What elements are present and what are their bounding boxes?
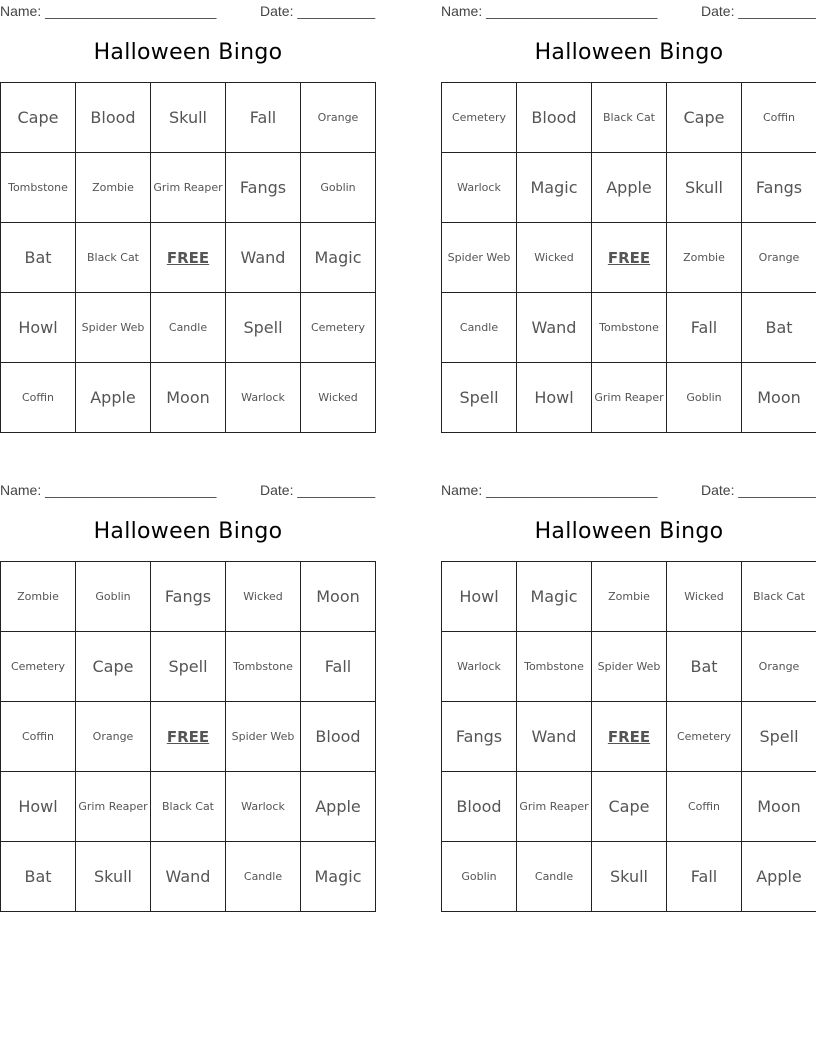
bingo-cell: Zombie — [1, 562, 76, 632]
bingo-row — [442, 223, 816, 293]
bingo-cell: Howl — [442, 562, 517, 632]
bingo-cell: Magic — [517, 562, 592, 632]
card-title: Halloween Bingo — [93, 40, 283, 65]
bingo-cell: Spider Web — [76, 293, 151, 363]
name-line: Name: ______________________ — [441, 3, 658, 19]
bingo-cell: Cape — [1, 83, 76, 153]
bingo-cell: Tombstone — [517, 632, 592, 702]
bingo-cell: Goblin — [442, 842, 517, 912]
bingo-cell: Grim Reaper — [517, 772, 592, 842]
bingo-cell: Wand — [517, 293, 592, 363]
name-line: Name: ______________________ — [0, 3, 217, 19]
bingo-cell: Orange — [742, 223, 816, 293]
bingo-cell: Cape — [667, 83, 742, 153]
bingo-row — [442, 153, 816, 223]
date-line: Date: __________ — [701, 3, 816, 19]
bingo-row — [442, 632, 816, 702]
bingo-row — [1, 632, 376, 702]
bingo-cell: Coffin — [667, 772, 742, 842]
bingo-row — [442, 363, 816, 433]
bingo-cell: Fangs — [442, 702, 517, 772]
bingo-cell: Cemetery — [442, 83, 517, 153]
date-line: Date: __________ — [260, 482, 376, 498]
bingo-cell: Black Cat — [151, 772, 226, 842]
bingo-cell: Warlock — [226, 363, 301, 433]
date-line: Date: __________ — [701, 482, 816, 498]
free-space: FREE — [592, 223, 667, 293]
bingo-cell: Spell — [226, 293, 301, 363]
bingo-cell: Wicked — [517, 223, 592, 293]
bingo-cell: Apple — [301, 772, 376, 842]
bingo-cell: Spell — [442, 363, 517, 433]
bingo-cell: Tombstone — [226, 632, 301, 702]
bingo-card — [441, 0, 816, 407]
bingo-cell: Spell — [151, 632, 226, 702]
bingo-cell: Goblin — [667, 363, 742, 433]
bingo-cell: Howl — [517, 363, 592, 433]
bingo-row — [1, 842, 376, 912]
bingo-cell: Orange — [742, 632, 816, 702]
bingo-cell: Fangs — [742, 153, 816, 223]
bingo-cell: Spider Web — [592, 632, 667, 702]
bingo-cell: Skull — [592, 842, 667, 912]
bingo-cell: Magic — [517, 153, 592, 223]
date-line: Date: __________ — [260, 3, 376, 19]
bingo-cell: Blood — [442, 772, 517, 842]
bingo-cell: Wicked — [667, 562, 742, 632]
bingo-cell: Magic — [301, 223, 376, 293]
bingo-cell: Wand — [517, 702, 592, 772]
bingo-cell: Goblin — [76, 562, 151, 632]
bingo-cell: Coffin — [1, 702, 76, 772]
bingo-grid — [0, 561, 376, 912]
bingo-cell: Goblin — [301, 153, 376, 223]
bingo-row — [1, 223, 376, 293]
bingo-cell: Black Cat — [742, 562, 816, 632]
bingo-cell: Tombstone — [592, 293, 667, 363]
bingo-row — [442, 562, 816, 632]
bingo-row — [1, 363, 376, 433]
bingo-cell: Skull — [151, 83, 226, 153]
bingo-cell: Candle — [517, 842, 592, 912]
bingo-cell: Moon — [742, 363, 816, 433]
bingo-cell: Fall — [226, 83, 301, 153]
bingo-cell: Blood — [517, 83, 592, 153]
bingo-cell: Apple — [742, 842, 816, 912]
bingo-cell: Fangs — [226, 153, 301, 223]
bingo-cell: Coffin — [742, 83, 816, 153]
bingo-cell: Tombstone — [1, 153, 76, 223]
bingo-cell: Fall — [301, 632, 376, 702]
free-space: FREE — [592, 702, 667, 772]
bingo-cell: Zombie — [76, 153, 151, 223]
bingo-cell: Candle — [226, 842, 301, 912]
card-header — [441, 0, 816, 22]
bingo-cell: Wicked — [226, 562, 301, 632]
bingo-cell: Cape — [76, 632, 151, 702]
bingo-cell: Grim Reaper — [76, 772, 151, 842]
bingo-cell: Bat — [742, 293, 816, 363]
bingo-cell: Grim Reaper — [151, 153, 226, 223]
bingo-grid — [0, 82, 376, 433]
bingo-cell: Spell — [742, 702, 816, 772]
bingo-row — [1, 83, 376, 153]
bingo-cell: Skull — [667, 153, 742, 223]
bingo-cell: Moon — [742, 772, 816, 842]
bingo-cell: Warlock — [442, 632, 517, 702]
bingo-cell: Wand — [226, 223, 301, 293]
bingo-cell: Cemetery — [301, 293, 376, 363]
bingo-cell: Magic — [301, 842, 376, 912]
card-header — [0, 479, 376, 501]
bingo-cell: Fangs — [151, 562, 226, 632]
bingo-row — [442, 772, 816, 842]
bingo-row — [442, 842, 816, 912]
bingo-cell: Fall — [667, 842, 742, 912]
bingo-cell: Candle — [442, 293, 517, 363]
bingo-cell: Blood — [76, 83, 151, 153]
card-header — [0, 0, 376, 22]
bingo-cell: Cemetery — [667, 702, 742, 772]
bingo-cell: Moon — [151, 363, 226, 433]
bingo-cell: Orange — [301, 83, 376, 153]
bingo-cell: Warlock — [442, 153, 517, 223]
bingo-cell: Cemetery — [1, 632, 76, 702]
bingo-cell: Candle — [151, 293, 226, 363]
bingo-row — [442, 83, 816, 153]
bingo-card — [0, 479, 376, 886]
bingo-cell: Apple — [76, 363, 151, 433]
bingo-cell: Wand — [151, 842, 226, 912]
bingo-cell: Cape — [592, 772, 667, 842]
bingo-row — [1, 153, 376, 223]
bingo-cell: Skull — [76, 842, 151, 912]
bingo-cell: Bat — [1, 223, 76, 293]
bingo-row — [1, 562, 376, 632]
bingo-row — [442, 702, 816, 772]
bingo-cell: Moon — [301, 562, 376, 632]
bingo-row — [1, 293, 376, 363]
bingo-row — [442, 293, 816, 363]
card-title: Halloween Bingo — [534, 40, 724, 65]
bingo-cell: Fall — [667, 293, 742, 363]
card-title: Halloween Bingo — [93, 519, 283, 544]
bingo-cell: Coffin — [1, 363, 76, 433]
bingo-cell: Spider Web — [226, 702, 301, 772]
bingo-cell: Apple — [592, 153, 667, 223]
bingo-card — [441, 479, 816, 886]
bingo-grid — [441, 561, 816, 912]
bingo-cell: Howl — [1, 772, 76, 842]
card-title: Halloween Bingo — [534, 519, 724, 544]
bingo-cell: Black Cat — [592, 83, 667, 153]
bingo-cell: Blood — [301, 702, 376, 772]
bingo-cell: Howl — [1, 293, 76, 363]
bingo-cell: Black Cat — [76, 223, 151, 293]
bingo-cell: Wicked — [301, 363, 376, 433]
bingo-cell: Spider Web — [442, 223, 517, 293]
bingo-row — [1, 702, 376, 772]
name-line: Name: ______________________ — [441, 482, 658, 498]
bingo-cell: Grim Reaper — [592, 363, 667, 433]
bingo-cell: Zombie — [667, 223, 742, 293]
bingo-cell: Warlock — [226, 772, 301, 842]
free-space: FREE — [151, 223, 226, 293]
free-space: FREE — [151, 702, 226, 772]
bingo-cell: Orange — [76, 702, 151, 772]
bingo-cell: Zombie — [592, 562, 667, 632]
card-header — [441, 479, 816, 501]
bingo-grid — [441, 82, 816, 433]
bingo-cell: Bat — [1, 842, 76, 912]
bingo-cell: Bat — [667, 632, 742, 702]
name-line: Name: ______________________ — [0, 482, 217, 498]
bingo-card — [0, 0, 376, 407]
bingo-row — [1, 772, 376, 842]
